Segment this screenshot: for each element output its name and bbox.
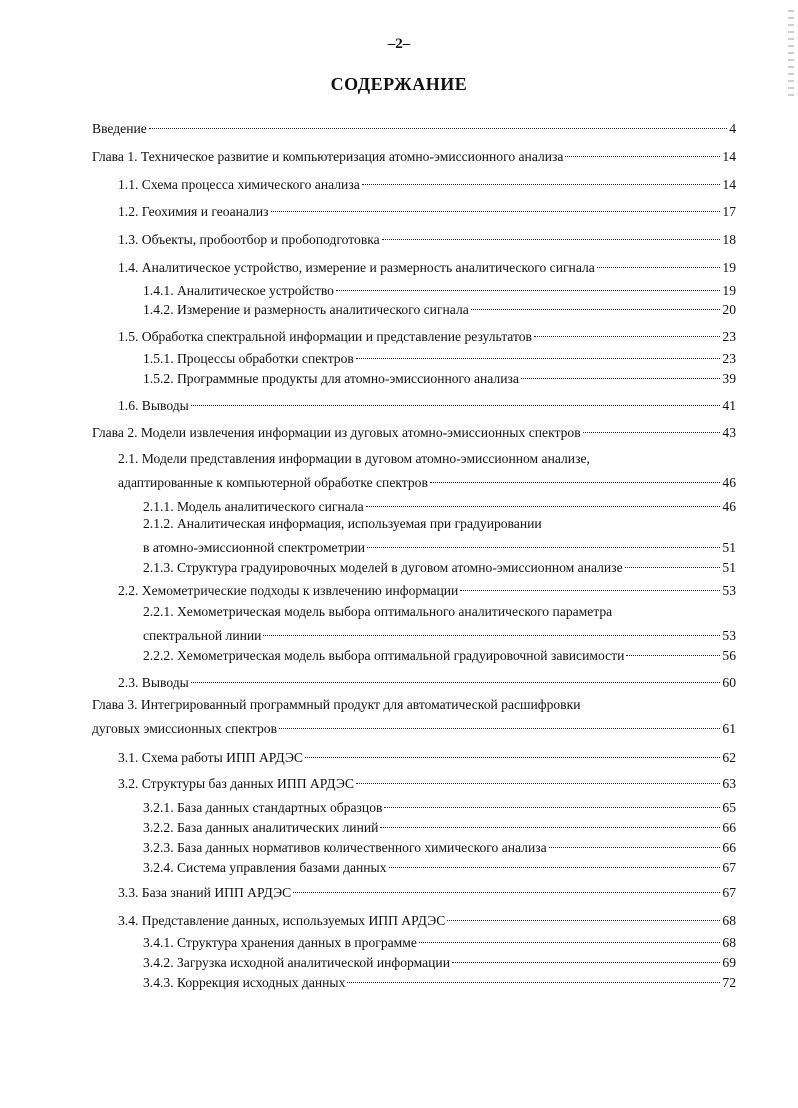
toc-entry-label: 1.5. Обработка спектральной информации и представление результатов: [118, 329, 532, 344]
dot-leader: [356, 783, 720, 784]
toc-entry-first-line: 2.2.1. Хемометрическая модель выбора оптимального аналитического параметра: [143, 604, 613, 619]
dot-leader: [380, 827, 720, 828]
toc-entry: [143, 974, 736, 992]
toc-entry: [118, 884, 736, 902]
toc-entry-page: 39: [722, 371, 736, 386]
toc-entry-page: 4: [729, 121, 736, 136]
dot-leader: [471, 309, 721, 310]
toc-entry-label: спектральной линии: [143, 628, 262, 643]
toc-entry: [143, 370, 736, 388]
toc-entry: [143, 839, 736, 857]
toc-entry-page: 23: [722, 351, 736, 366]
dot-leader: [625, 567, 721, 568]
toc-entry-page: 18: [722, 232, 736, 247]
toc-entry: [118, 582, 736, 600]
toc-entry-page: 20: [722, 302, 736, 317]
toc-entry: [143, 301, 736, 319]
dot-leader: [367, 547, 720, 548]
toc-title: СОДЕРЖАНИЕ: [330, 74, 468, 94]
toc-entry-page: 41: [722, 398, 736, 413]
dot-leader: [626, 655, 720, 656]
dot-leader: [452, 962, 720, 963]
toc-entry-page: 66: [722, 820, 736, 835]
toc-entry-label: Глава 1. Техническое развитие и компьютеризация атомно-эмиссионного анализа: [92, 149, 564, 164]
toc-entry: [92, 120, 736, 138]
toc-entry-label: 1.6. Выводы: [118, 398, 189, 413]
toc-entry: [118, 749, 736, 767]
toc-entry-label: 1.1. Схема процесса химического анализа: [118, 177, 360, 192]
toc-entry-page: 68: [722, 913, 736, 928]
dot-leader: [460, 590, 720, 591]
toc-entry-label: 3.4.2. Загрузка исходной аналитической информации: [143, 955, 450, 970]
toc-entry: [118, 775, 736, 793]
toc-entry: [143, 498, 736, 516]
toc-entry-label: 1.2. Геохимия и геоанализ: [118, 204, 269, 219]
dot-leader: [583, 432, 721, 433]
toc-entry-page: 14: [722, 177, 736, 192]
dot-leader: [293, 892, 720, 893]
toc-entry: [143, 859, 736, 877]
toc-entry-page: 60: [722, 675, 736, 690]
toc-entry-label: 3.2. Структуры баз данных ИПП АРДЭС: [118, 776, 354, 791]
toc-entry-label: 3.2.3. База данных нормативов количественного химического анализа: [143, 840, 547, 855]
toc-entry: [143, 282, 736, 300]
dot-leader: [597, 267, 721, 268]
toc-entry: [118, 674, 736, 692]
toc-entry-first-line: Глава 3. Интегрированный программный продукт для автоматической расшифровки: [92, 697, 581, 712]
dot-leader: [430, 482, 721, 483]
toc-entry-label: 1.4. Аналитическое устройство, измерение и размерность аналитического сигнала: [118, 260, 595, 275]
toc-entry: [143, 515, 736, 557]
dot-leader: [382, 239, 721, 240]
toc-entry-page: 46: [722, 499, 736, 514]
toc-entry-page: 53: [722, 583, 736, 598]
toc-entry-page: 14: [722, 149, 736, 164]
toc-entry-label: 3.2.1. База данных стандартных образцов: [143, 800, 383, 815]
toc-entry-page: 61: [722, 721, 736, 736]
dot-leader: [191, 405, 721, 406]
dot-leader: [347, 982, 720, 983]
toc-entry-label: 3.1. Схема работы ИПП АРДЭС: [118, 750, 303, 765]
toc-entry-label: Глава 2. Модели извлечения информации из дуговых атомно-эмиссионных спектров: [92, 425, 581, 440]
toc-entry-page: 19: [722, 260, 736, 275]
toc-entry-page: 67: [722, 885, 736, 900]
toc-entry-label: 1.3. Объекты, пробоотбор и пробоподготовка: [118, 232, 380, 247]
toc-entry: [92, 148, 736, 166]
dot-leader: [389, 867, 721, 868]
toc-entry-label: 2.2.2. Хемометрическая модель выбора оптимальной градуировочной зависимости: [143, 648, 625, 663]
dot-leader: [521, 378, 721, 379]
toc-entry: [143, 819, 736, 837]
toc-entry-label: 1.5.2. Программные продукты для атомно-эмиссионного анализа: [143, 371, 519, 386]
toc-entry-page: 46: [722, 475, 736, 490]
dot-leader: [362, 184, 721, 185]
toc-entry: [118, 231, 736, 249]
toc-entry-label: 2.1.3. Структура градуировочных моделей в дуговом атомно-эмиссионном анализе: [143, 560, 623, 575]
toc-entry-page: 68: [722, 935, 736, 950]
toc-entry-label: 2.3. Выводы: [118, 675, 189, 690]
toc-entry: [92, 696, 736, 738]
dot-leader: [149, 128, 727, 129]
dot-leader: [366, 506, 721, 507]
toc-entry: [92, 424, 736, 442]
toc-entry-label: 3.4.3. Коррекция исходных данных: [143, 975, 346, 990]
dot-leader: [356, 358, 721, 359]
toc-entry: [143, 350, 736, 368]
toc-entry: [143, 954, 736, 972]
toc-entry-page: 72: [722, 975, 736, 990]
toc-entry-label: Введение: [92, 121, 147, 136]
dot-leader: [549, 847, 721, 848]
toc-entry-label: адаптированные к компьютерной обработке спектров: [118, 475, 428, 490]
toc-entry-label: 3.2.4. Система управления базами данных: [143, 860, 387, 875]
toc-entry-page: 43: [722, 425, 736, 440]
toc-entry: [118, 328, 736, 346]
toc-entry: [118, 450, 736, 492]
dot-leader: [384, 807, 720, 808]
toc-entry: [143, 603, 736, 645]
toc-entry-label: 3.4. Представление данных, используемых ИПП АРДЭС: [118, 913, 446, 928]
toc-entry-page: 19: [722, 283, 736, 298]
toc-entry-label: 1.4.1. Аналитическое устройство: [143, 283, 334, 298]
toc-entry: [118, 203, 736, 221]
toc-entry: [143, 559, 736, 577]
toc-entry-label: 1.5.1. Процессы обработки спектров: [143, 351, 354, 366]
toc-entry: [143, 934, 736, 952]
toc-entry-page: 51: [722, 560, 736, 575]
toc-entry-page: 62: [722, 750, 736, 765]
toc-entry-page: 63: [722, 776, 736, 791]
toc-entry-first-line: 2.1.2. Аналитическая информация, используемая при градуировании: [143, 516, 542, 531]
dot-leader: [305, 757, 720, 758]
dot-leader: [419, 942, 721, 943]
toc-entry: [143, 799, 736, 817]
toc-entry-page: 53: [722, 628, 736, 643]
toc-entry-label: 3.4.1. Структура хранения данных в программе: [143, 935, 417, 950]
toc-entry-page: 56: [722, 648, 736, 663]
toc-entry-label: 3.3. База знаний ИПП АРДЭС: [118, 885, 292, 900]
toc-entry-page: 51: [722, 540, 736, 555]
toc-entry-page: 23: [722, 329, 736, 344]
toc-entry-label: 2.2. Хемометрические подходы к извлечению информации: [118, 583, 459, 598]
dot-leader: [263, 635, 720, 636]
toc-entry-label: 3.2.2. База данных аналитических линий: [143, 820, 379, 835]
dot-leader: [336, 290, 720, 291]
toc-entry-first-line: 2.1. Модели представления информации в дуговом атомно-эмиссионном анализе,: [118, 451, 590, 466]
toc-entry-page: 67: [722, 860, 736, 875]
toc-entry: [118, 912, 736, 930]
toc-entry: [118, 176, 736, 194]
toc-entry: [118, 259, 736, 277]
toc-entry-page: 69: [722, 955, 736, 970]
page-number: –2–: [387, 36, 411, 52]
toc-entry-page: 66: [722, 840, 736, 855]
toc-entry-label: 1.4.2. Измерение и размерность аналитического сигнала: [143, 302, 469, 317]
toc-entry-label: дуговых эмиссионных спектров: [92, 721, 277, 736]
dot-leader: [565, 156, 720, 157]
dot-leader: [271, 211, 721, 212]
dot-leader: [447, 920, 720, 921]
dot-leader: [191, 682, 721, 683]
dot-leader: [534, 336, 720, 337]
toc-entry: [118, 397, 736, 415]
toc-entry-label: 2.1.1. Модель аналитического сигнала: [143, 499, 364, 514]
toc-entry-page: 65: [722, 800, 736, 815]
toc-entry-label: в атомно-эмиссионной спектрометрии: [143, 540, 366, 555]
toc-entry: [143, 647, 736, 665]
dot-leader: [279, 728, 720, 729]
toc-entry-page: 17: [722, 204, 736, 219]
